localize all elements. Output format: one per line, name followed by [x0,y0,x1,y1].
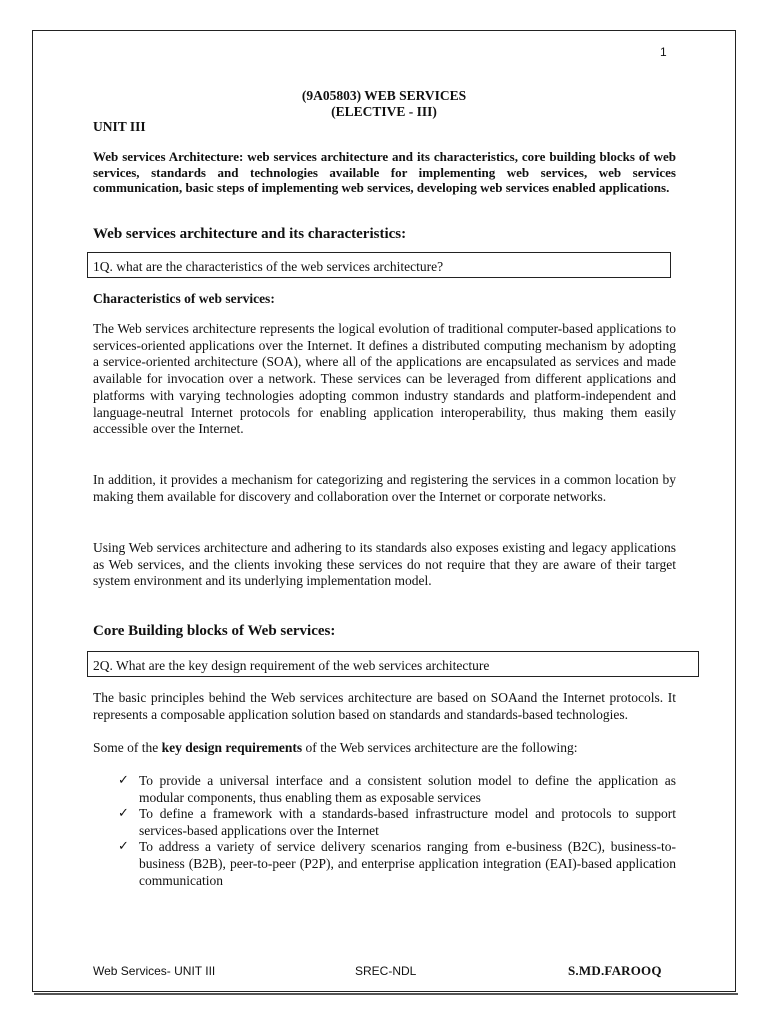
section2-heading: Core Building blocks of Web services: [93,623,336,639]
intro-before: Some of the [93,740,162,755]
section1-paragraph-1: The Web services architecture represents the logical evolution of traditional computer-based applications to services-oriented applications over the Internet. It defines a distributed computing mechanism by adopting a service-oriented architecture (SOA), where all of the applications are encapsulated as services and made available for invocation over a network. These services can be leveraged from different applications and platforms with varying technologies adopting common industry standards and platform-independent and language-neutral Internet protocols for enabling application interoperability, thus making them easily accessible over the Internet. [93,321,676,437]
design-requirements-intro [93,740,676,757]
page-border-shadow [34,993,738,995]
section1-paragraph-2: In addition, it provides a mechanism for categorizing and registering the services in a common location by making them available for discovery and collaboration over the Internet or corporate networks. [93,472,676,504]
elective-label: (ELECTIVE - III) [331,104,437,119]
list-item [118,806,676,839]
unit-label: UNIT III [93,119,146,134]
intro-after: of the Web services architecture are the following: [302,740,578,755]
section1-paragraph-3: Using Web services architecture and adhering to its standards also exposes existing and legacy applications as Web services, and the clients invoking these services do not require that they are aware of their target system environment and its underlying implementation model. [93,540,676,589]
footer-center: SREC-NDL [355,964,417,978]
requirements-list [118,773,676,889]
course-title: (9A05803) WEB SERVICES [301,88,467,103]
characteristics-subheading: Characteristics of web services: [93,291,275,306]
syllabus-text: Web services Architecture: web services architecture and its characteristics, core building blocks of web services, standards and technologies available for implementing web services, web services communication, basic steps of implementing web services, developing web services enabled applications. [93,149,676,195]
list-item [118,839,676,889]
footer-left: Web Services- UNIT III [93,964,216,978]
checkmark-icon: ✓ [118,839,129,855]
footer-author: S.MD.FAROOQ [568,963,662,978]
requirement-text: To address a variety of service delivery scenarios ranging from e-business (B2C), business-to-business (B2B), peer-to-peer (P2P), and enterprise application integration (EAI)-based application communication [139,839,676,888]
question-1-box: 1Q. what are the characteristics of the web services architecture? [87,252,671,278]
requirement-text: To provide a universal interface and a consistent solution model to define the application as modular components, thus enabling them as exposable services [139,773,676,805]
section2-paragraph: The basic principles behind the Web services architecture are based on SOAand the Internet protocols. It represents a composable application solution based on standards and standards-based technologies. [93,690,676,722]
checkmark-icon: ✓ [118,806,129,822]
list-item [118,773,676,806]
question-2-box: 2Q. What are the key design requirement of the web services architecture [87,651,699,677]
page-number: 1 [660,45,667,59]
section1-heading: Web services architecture and its characteristics: [93,226,407,242]
requirement-text: To define a framework with a standards-based infrastructure model and protocols to support services-based applications over the Internet [139,806,676,838]
checkmark-icon: ✓ [118,773,129,788]
intro-bold: key design requirements [161,740,303,755]
